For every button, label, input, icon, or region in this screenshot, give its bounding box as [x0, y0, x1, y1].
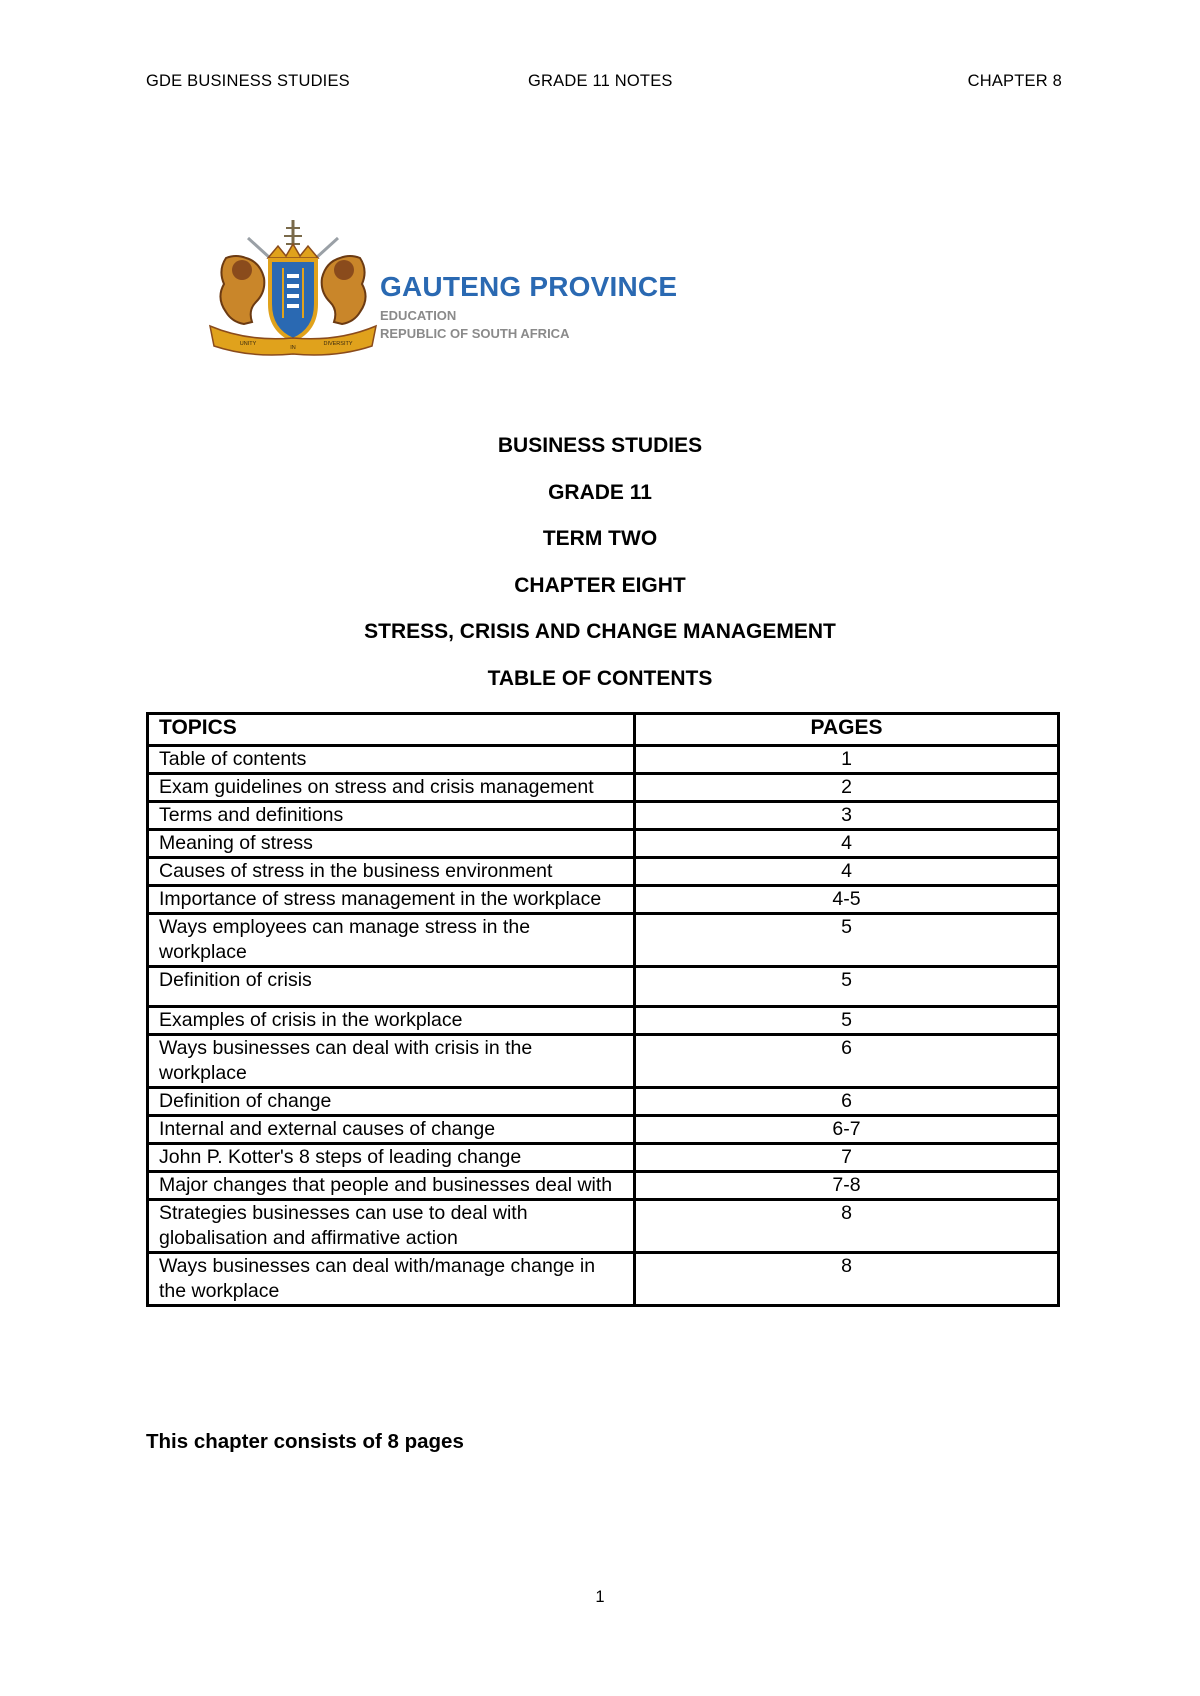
page-cell: 1 [635, 746, 1059, 774]
topic-cell: Major changes that people and businesses deal with [148, 1172, 635, 1200]
logo-department: EDUCATION [380, 308, 457, 323]
topic-cell: Causes of stress in the business environment [148, 858, 635, 886]
page-cell: 3 [635, 802, 1059, 830]
running-header [146, 72, 1062, 98]
table-row [148, 1116, 1059, 1144]
column-header-topics: TOPICS [148, 714, 635, 746]
table-of-contents [146, 712, 1060, 1307]
table-row [148, 914, 1059, 967]
topic-cell: Ways employees can manage stress in the workplace [148, 914, 635, 967]
logo-country: REPUBLIC OF SOUTH AFRICA [380, 326, 570, 341]
page-cell: 5 [635, 914, 1059, 967]
topic-cell: Internal and external causes of change [148, 1116, 635, 1144]
table-row [148, 1088, 1059, 1116]
topic-cell: John P. Kotter's 8 steps of leading change [148, 1144, 635, 1172]
topic-cell: Ways businesses can deal with/manage change in the workplace [148, 1253, 635, 1306]
page-cell: 5 [635, 967, 1059, 1007]
page-cell: 2 [635, 774, 1059, 802]
header-right: CHAPTER 8 [967, 72, 1062, 90]
column-header-pages: PAGES [635, 714, 1059, 746]
svg-text:DIVERSITY: DIVERSITY [323, 341, 353, 347]
grade-title: GRADE 11 [548, 480, 652, 504]
page-cell: 7 [635, 1144, 1059, 1172]
chapter-page-count-note: This chapter consists of 8 pages [146, 1430, 464, 1453]
table-row [148, 1035, 1059, 1088]
table-header-row [148, 714, 1059, 746]
page-cell: 8 [635, 1253, 1059, 1306]
topic-cell: Definition of change [148, 1088, 635, 1116]
topic-cell: Meaning of stress [148, 830, 635, 858]
table-row [148, 1200, 1059, 1253]
table-row [148, 1253, 1059, 1306]
page-cell: 6 [635, 1035, 1059, 1088]
topic-cell: Importance of stress management in the workplace [148, 886, 635, 914]
page-cell: 6-7 [635, 1116, 1059, 1144]
toc-title: TABLE OF CONTENTS [487, 666, 713, 690]
topic-title: STRESS, CRISIS AND CHANGE MANAGEMENT [364, 620, 836, 643]
topic-cell: Exam guidelines on stress and crisis management [148, 774, 635, 802]
header-left: GDE BUSINESS STUDIES [146, 72, 350, 90]
logo-province-name: GAUTENG PROVINCE [380, 271, 678, 302]
page-cell: 8 [635, 1200, 1059, 1253]
table-row [148, 746, 1059, 774]
chapter-title: CHAPTER EIGHT [514, 573, 686, 597]
topic-cell: Definition of crisis [148, 967, 635, 1007]
page-cell: 4 [635, 858, 1059, 886]
table-row [148, 967, 1059, 1007]
title-block [0, 428, 1200, 707]
subject-title: BUSINESS STUDIES [497, 434, 703, 457]
topic-cell: Ways businesses can deal with crisis in the workplace [148, 1035, 635, 1088]
page-cell: 6 [635, 1088, 1059, 1116]
table-row [148, 1144, 1059, 1172]
topic-cell: Examples of crisis in the workplace [148, 1007, 635, 1035]
coat-of-arms-icon [208, 218, 378, 358]
gauteng-education-logo [208, 218, 678, 358]
table-row [148, 802, 1059, 830]
table-row [148, 886, 1059, 914]
table-row [148, 830, 1059, 858]
logo-wordmark [380, 272, 677, 341]
page-number: 1 [595, 1588, 605, 1606]
table-row [148, 858, 1059, 886]
page-cell: 4-5 [635, 886, 1059, 914]
table-row [148, 1172, 1059, 1200]
page-cell: 4 [635, 830, 1059, 858]
svg-text:UNITY: UNITY [239, 341, 257, 347]
topic-cell: Table of contents [148, 746, 635, 774]
table-row [148, 774, 1059, 802]
term-title: TERM TWO [542, 527, 658, 550]
svg-text:IN: IN [290, 345, 296, 351]
header-center: GRADE 11 NOTES [528, 72, 673, 90]
topic-cell: Terms and definitions [148, 802, 635, 830]
page-cell: 5 [635, 1007, 1059, 1035]
table-row [148, 1007, 1059, 1035]
page-cell: 7-8 [635, 1172, 1059, 1200]
topic-cell: Strategies businesses can use to deal with globalisation and affirmative action [148, 1200, 635, 1253]
